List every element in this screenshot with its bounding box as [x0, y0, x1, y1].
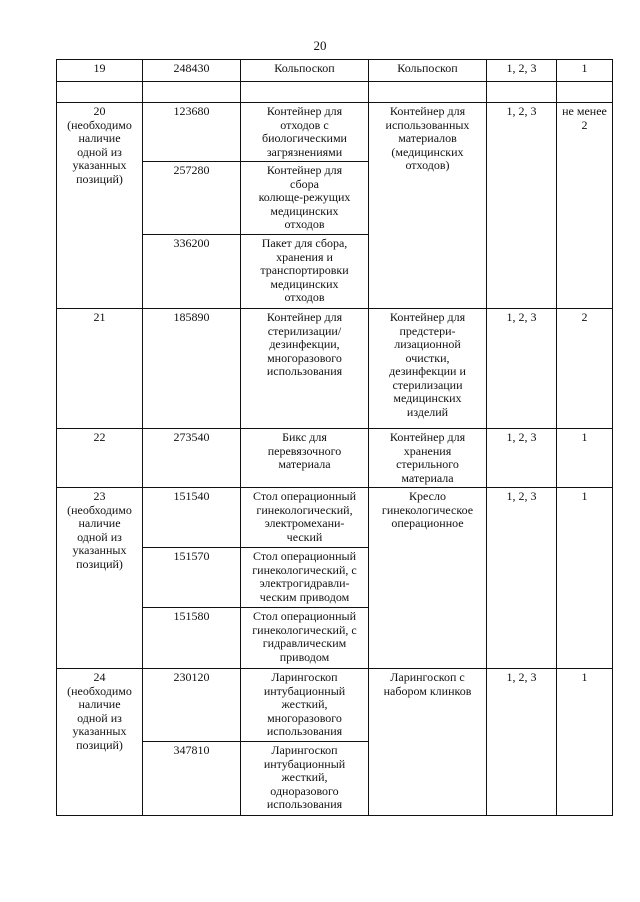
item-name: Стол операционный гинекологический, электромехани- ческий [241, 488, 369, 548]
equipment-name: Контейнер для предстери- лизационной очистки, дезинфекции и стерилизации медицинских изделий [369, 309, 487, 429]
table-row [57, 103, 613, 162]
item-code: 230120 [143, 669, 241, 742]
item-code: 151580 [143, 608, 241, 669]
levels: 1, 2, 3 [487, 60, 557, 82]
quantity: 1 [557, 60, 613, 82]
row-number: 20 (необходимо наличие одной из указанных позиций) [57, 103, 143, 309]
equipment-name: Кольпоскоп [369, 60, 487, 82]
row-number: 19 [57, 60, 143, 82]
quantity: 1 [557, 488, 613, 669]
quantity: 1 [557, 429, 613, 488]
table-row [57, 60, 613, 82]
row-number: 23 (необходимо наличие одной из указанных позиций) [57, 488, 143, 669]
item-name: Стол операционный гинекологический, с гидравлическим приводом [241, 608, 369, 669]
item-name: Стол операционный гинекологический, с электрогидравли- ческим приводом [241, 548, 369, 608]
item-name: Контейнер для отходов с биологическими загрязнениями [241, 103, 369, 162]
table-row [57, 309, 613, 429]
item-name: Кольпоскоп [241, 60, 369, 82]
equipment-table [56, 59, 613, 816]
item-code: 185890 [143, 309, 241, 429]
item-code: 151570 [143, 548, 241, 608]
table-row [57, 669, 613, 742]
item-code: 123680 [143, 103, 241, 162]
item-code: 248430 [143, 60, 241, 82]
item-code: 257280 [143, 162, 241, 235]
equipment-name: Кресло гинекологическое операционное [369, 488, 487, 669]
item-name: Контейнер для сбора колюще-режущих медицинских отходов [241, 162, 369, 235]
levels: 1, 2, 3 [487, 429, 557, 488]
equipment-name: Контейнер для использованных материалов (медицинских отходов) [369, 103, 487, 309]
item-code: 347810 [143, 742, 241, 816]
item-code: 273540 [143, 429, 241, 488]
row-number: 24 (необходимо наличие одной из указанных позиций) [57, 669, 143, 816]
equipment-name: Контейнер для хранения стерильного материала [369, 429, 487, 488]
item-name: Ларингоскоп интубационный жесткий, одноразового использования [241, 742, 369, 816]
quantity: не менее 2 [557, 103, 613, 309]
row-number: 22 [57, 429, 143, 488]
row-number: 21 [57, 309, 143, 429]
row-gap [57, 82, 613, 103]
page-number: 20 [313, 38, 327, 53]
quantity: 2 [557, 309, 613, 429]
quantity: 1 [557, 669, 613, 816]
table-row [57, 429, 613, 488]
item-name: Контейнер для стерилизации/ дезинфекции, многоразового использования [241, 309, 369, 429]
levels: 1, 2, 3 [487, 309, 557, 429]
equipment-name: Ларингоскоп с набором клинков [369, 669, 487, 816]
levels: 1, 2, 3 [487, 488, 557, 669]
item-name: Бикс для перевязочного материала [241, 429, 369, 488]
levels: 1, 2, 3 [487, 103, 557, 309]
item-name: Пакет для сбора, хранения и транспортировки медицинских отходов [241, 235, 369, 309]
item-code: 151540 [143, 488, 241, 548]
item-name: Ларингоскоп интубационный жесткий, многоразового использования [241, 669, 369, 742]
table-row [57, 488, 613, 548]
item-code: 336200 [143, 235, 241, 309]
levels: 1, 2, 3 [487, 669, 557, 816]
